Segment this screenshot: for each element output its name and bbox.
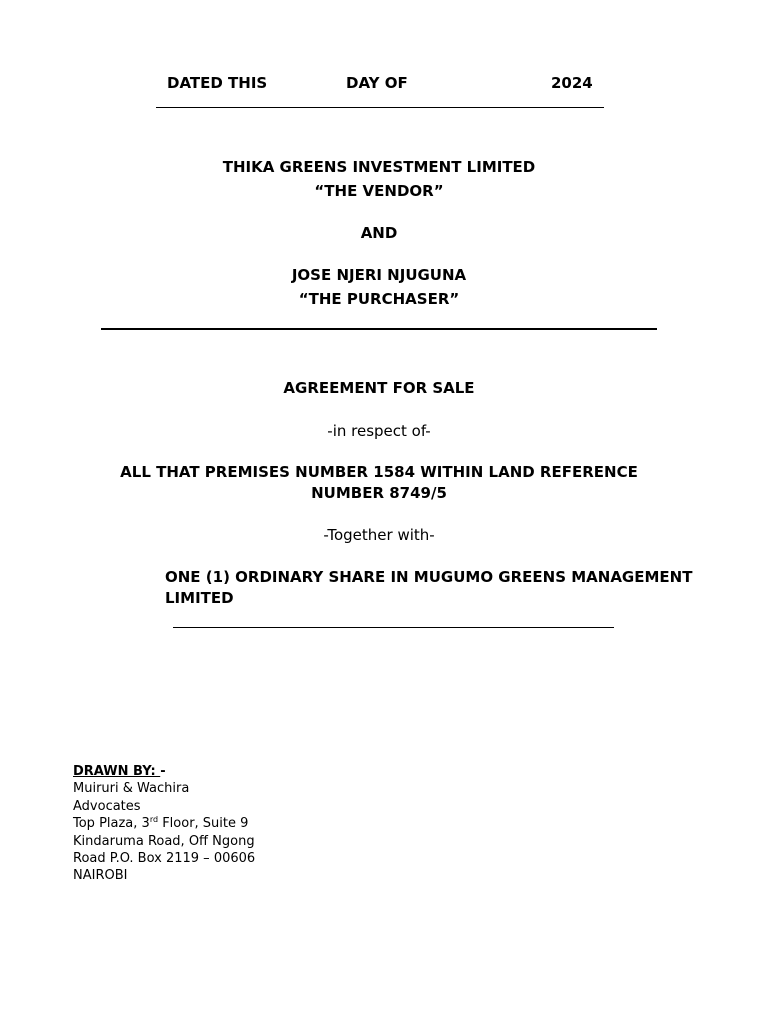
address-line-2: Kindaruma Road, Off Ngong [73, 833, 255, 849]
share-line-1: ONE (1) ORDINARY SHARE IN MUGUMO GREENS MANAGEMENT [165, 568, 693, 586]
address-line-1: Top Plaza, 3rd Floor, Suite 9 [73, 815, 249, 832]
address-city: NAIROBI [73, 868, 128, 884]
share-line-2: LIMITED [165, 589, 234, 607]
agreement-title: AGREEMENT FOR SALE [283, 379, 475, 397]
premises-line-1: ALL THAT PREMISES NUMBER 1584 WITHIN LAND REFERENCE [120, 463, 638, 481]
vendor-name: THIKA GREENS INVESTMENT LIMITED [222, 158, 536, 176]
drawn-by-dash: - [160, 764, 166, 779]
firm-type: Advocates [73, 798, 141, 814]
vendor-role: “THE VENDOR” [314, 182, 444, 200]
drawn-by-block [73, 763, 255, 885]
drawn-by-label: DRAWN BY: [73, 764, 161, 779]
header-underline [156, 107, 604, 108]
address-line-3: Road P.O. Box 2119 – 00606 [73, 851, 256, 867]
purchaser-name: JOSE NJERI NJUGUNA [291, 266, 467, 284]
purchaser-role: “THE PURCHASER” [298, 290, 460, 308]
drawn-by-heading [73, 763, 255, 780]
in-respect-of: -in respect of- [327, 422, 431, 440]
firm-name: Muiruri & Wachira [73, 781, 190, 797]
parties-divider [101, 328, 657, 330]
dated-this-label: DATED THIS [167, 74, 268, 92]
agreement-underline [173, 627, 614, 628]
day-of-label: DAY OF [346, 74, 408, 92]
and-conjunction: AND [360, 224, 398, 242]
together-with: -Together with- [323, 526, 435, 544]
premises-line-2: NUMBER 8749/5 [311, 484, 447, 502]
year-label: 2024 [551, 74, 593, 92]
